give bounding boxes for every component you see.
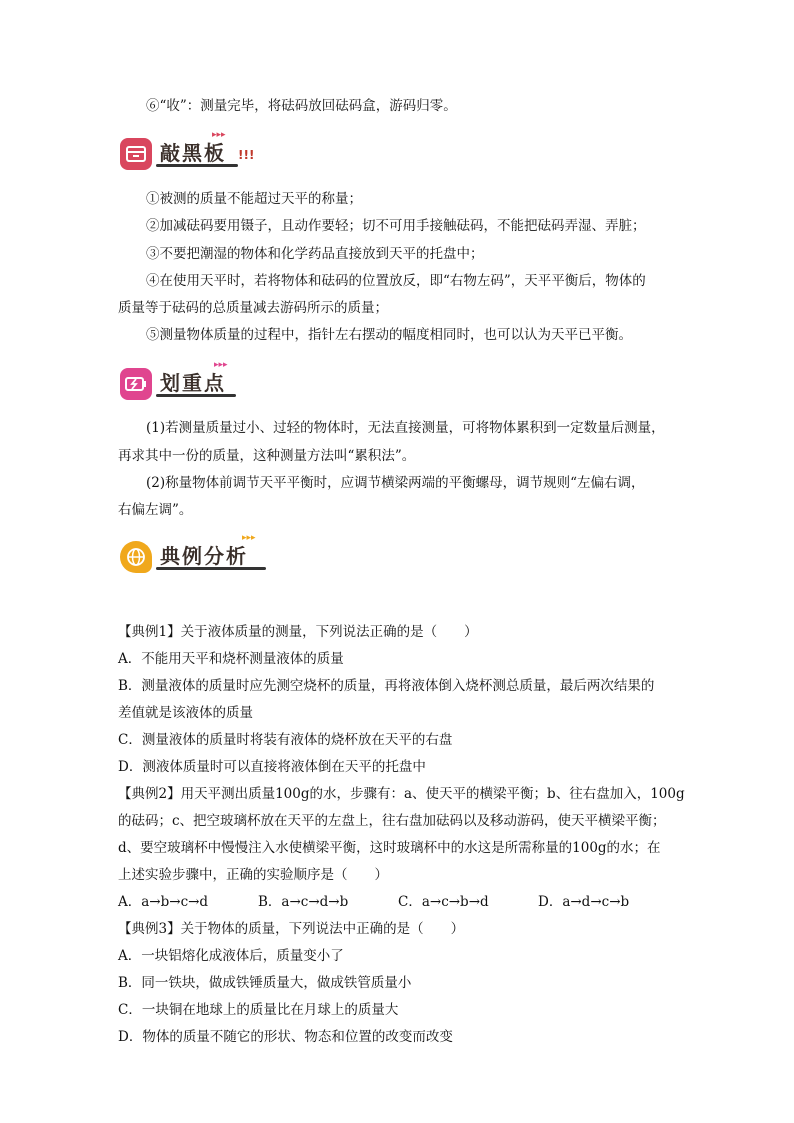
- banner-title: 典例分析: [160, 544, 248, 568]
- key-point-text: 右偏左调”。: [118, 502, 193, 518]
- board-icon: [120, 138, 152, 170]
- example-1-option-a: A．不能用天平和烧杯测量液体的质量: [118, 651, 344, 667]
- example-2-option-b: B．a→c→d→b: [258, 894, 349, 910]
- note-item: ①被测的质量不能超过天平的称量；: [146, 191, 362, 207]
- example-3-option-d: D．物体的质量不随它的形状、物态和位置的改变而改变: [118, 1029, 453, 1045]
- example-2-option-a: A．a→b→c→d: [118, 894, 209, 910]
- example-2-option-d: D．a→d→c→b: [538, 894, 630, 910]
- example-1-option-d: D．测液体质量时可以直接将液体倒在天平的托盘中: [118, 759, 426, 775]
- arrow-decoration: ▸▸▸: [242, 533, 256, 543]
- key-point-text: (1)若测量质量过小、过轻的物体时，无法直接测量，可将物体累积到一定数量后测量，: [146, 420, 665, 436]
- banner-key-points: [120, 360, 320, 408]
- example-2-stem-cont: d、要空玻璃杯中慢慢注入水使横梁平衡，这时玻璃杯中的水这是所需称量的100g的水；在: [118, 840, 661, 856]
- exclamation-marks: !!!: [238, 148, 255, 162]
- key-point-text: 再求其中一份的质量，这种测量方法叫“累积法”。: [118, 448, 416, 464]
- example-1-option-c: C．测量液体的质量时将装有液体的烧杯放在天平的右盘: [118, 732, 453, 748]
- banner-title: 敲黑板: [160, 141, 226, 165]
- key-point-text: (2)称量物体前调节天平平衡时，应调节横梁两端的平衡螺母，调节规则“左偏右调，: [146, 475, 645, 491]
- note-item: ③不要把潮湿的物体和化学药品直接放到天平的托盘中；: [146, 246, 484, 262]
- banner-example-analysis: [120, 533, 320, 581]
- banner-knock-board: [120, 130, 320, 178]
- note-item: ④在使用天平时，若将物体和砝码的位置放反，即“右物左码”，天平平衡后，物体的: [146, 273, 646, 289]
- arrow-decoration: ▸▸▸: [212, 130, 226, 140]
- example-3-stem: 【典例3】关于物体的质量，下列说法中正确的是（ ）: [118, 921, 465, 937]
- example-2-stem-cont: 的砝码；c、把空玻璃杯放在天平的左盘上，往右盘加砝码以及移动游码，使天平横梁平衡；: [118, 813, 666, 829]
- globe-icon: [120, 541, 152, 573]
- example-1-option-b-cont: 差值就是该液体的质量: [118, 705, 253, 721]
- example-2-stem: 【典例2】用天平测出质量100g的水，步骤有：a、使天平的横梁平衡；b、往右盘加入，100g: [118, 786, 685, 802]
- highlight-icon: [120, 368, 152, 400]
- example-3-option-b: B．同一铁块，做成铁锤质量大，做成铁管质量小: [118, 975, 412, 991]
- note-item: ⑤测量物体质量的过程中，指针左右摆动的幅度相同时，也可以认为天平已平衡。: [146, 327, 632, 343]
- example-3-option-c: C．一块铜在地球上的质量比在月球上的质量大: [118, 1002, 399, 1018]
- note-item: ②加减砝码要用镊子，且动作要轻；切不可用手接触砝码，不能把砝码弄湿、弄脏；: [146, 218, 646, 234]
- example-1-option-b: B．测量液体的质量时应先测空烧杯的质量，再将液体倒入烧杯测总质量，最后两次结果的: [118, 678, 655, 694]
- example-3-option-a: A．一块铝熔化成液体后，质量变小了: [118, 948, 344, 964]
- example-1-stem: 【典例1】关于液体质量的测量，下列说法正确的是（ ）: [118, 624, 478, 640]
- example-2-option-c: C．a→c→b→d: [398, 894, 489, 910]
- banner-title: 划重点: [160, 371, 226, 395]
- example-2-stem-cont: 上述实验步骤中，正确的实验顺序是（ ）: [118, 867, 388, 883]
- step-six-text: ⑥“收”：测量完毕，将砝码放回砝码盒，游码归零。: [146, 98, 457, 114]
- note-item: 质量等于砝码的总质量减去游码所示的质量；: [118, 300, 388, 316]
- arrow-decoration: ▸▸▸: [214, 360, 228, 370]
